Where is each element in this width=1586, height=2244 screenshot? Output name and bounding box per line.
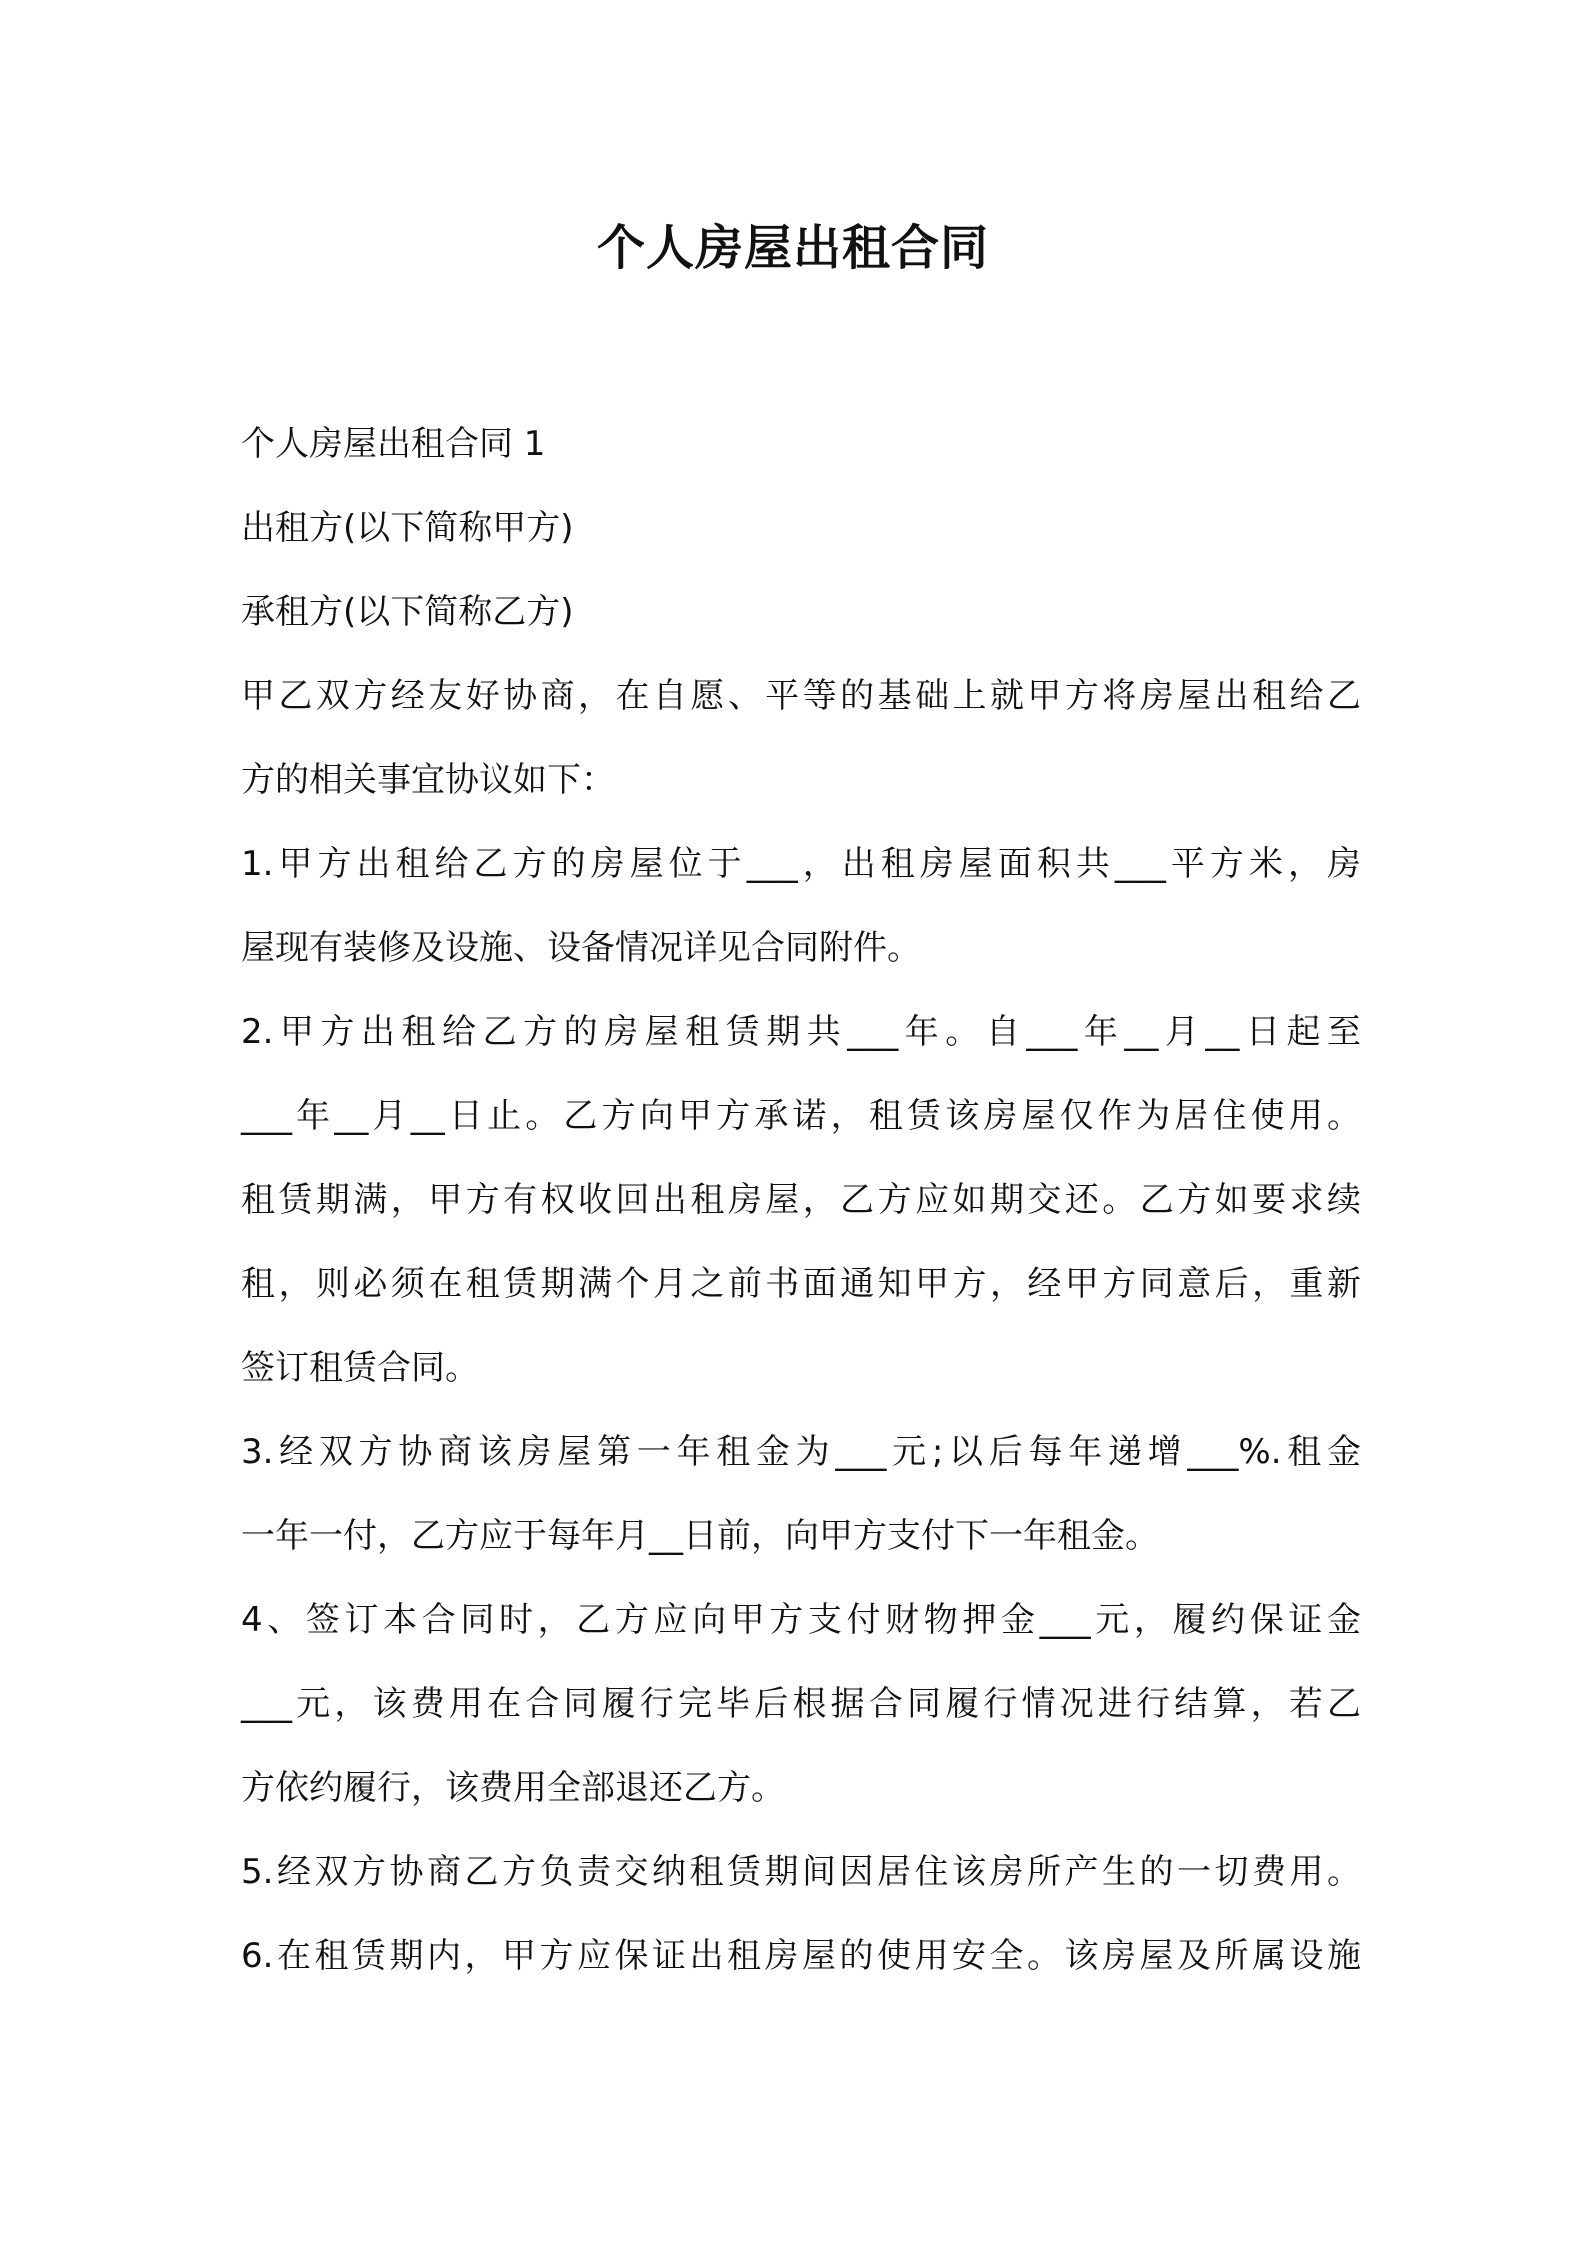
text-line: 5.经双方协商乙方负责交纳租赁期间因居住该房所产生的一切费用。 bbox=[241, 1852, 1361, 1892]
text-line: 出租方(以下简称甲方) bbox=[241, 508, 574, 548]
text-line: 租赁期满，甲方有权收回出租房屋，乙方应如期交还。乙方如要求续 bbox=[241, 1180, 1361, 1220]
document-title: 个人房屋出租合同 bbox=[596, 220, 989, 276]
text-line: 4、签订本合同时，乙方应向甲方支付财物押金___元，履约保证金 bbox=[241, 1600, 1361, 1640]
text-line: 屋现有装修及设施、设备情况详见合同附件。 bbox=[241, 928, 921, 968]
text-line: 甲乙双方经友好协商，在自愿、平等的基础上就甲方将房屋出租给乙 bbox=[241, 676, 1361, 716]
text-line: 租，则必须在租赁期满个月之前书面通知甲方，经甲方同意后，重新 bbox=[241, 1264, 1361, 1304]
text-line: 3.经双方协商该房屋第一年租金为___元;以后每年递增___%.租金 bbox=[241, 1432, 1361, 1472]
text-line: 6.在租赁期内，甲方应保证出租房屋的使用安全。该房屋及所属设施 bbox=[241, 1936, 1361, 1976]
text-line: ___元，该费用在合同履行完毕后根据合同履行情况进行结算，若乙 bbox=[241, 1684, 1361, 1724]
text-line: ___年__月__日止。乙方向甲方承诺，租赁该房屋仅作为居住使用。 bbox=[241, 1096, 1361, 1136]
text-line: 2.甲方出租给乙方的房屋租赁期共___年。自___年__月__日起至 bbox=[241, 1012, 1361, 1052]
document-body bbox=[241, 402, 1361, 1998]
text-line: 方依约履行，该费用全部退还乙方。 bbox=[241, 1768, 785, 1808]
text-line: 承租方(以下简称乙方) bbox=[241, 592, 574, 632]
text-line: 方的相关事宜协议如下： bbox=[241, 760, 615, 800]
text-line: 1.甲方出租给乙方的房屋位于___，出租房屋面积共___平方米，房 bbox=[241, 844, 1361, 884]
text-line: 签订租赁合同。 bbox=[241, 1348, 479, 1388]
text-line: 一年一付，乙方应于每年月__日前，向甲方支付下一年租金。 bbox=[241, 1516, 1159, 1556]
text-line: 个人房屋出租合同 1 bbox=[241, 424, 546, 464]
